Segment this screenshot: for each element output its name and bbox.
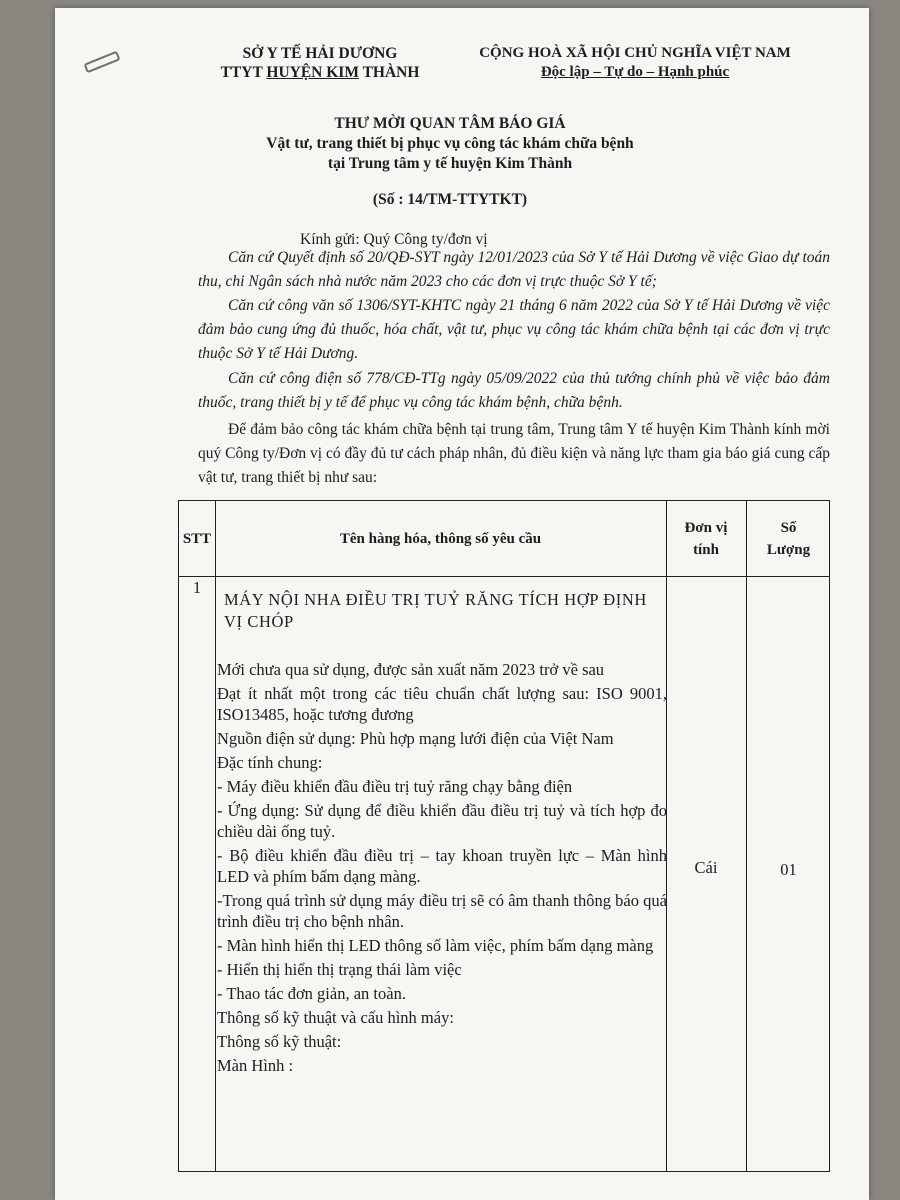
document-title: [120, 114, 780, 174]
org-line-2: TTYT HUYỆN KIM THÀNH: [220, 64, 420, 81]
spec-line: - Thao tác đơn giản, an toàn.: [217, 984, 406, 1003]
national-motto: Độc lập – Tự do – Hạnh phúc: [540, 64, 730, 80]
greeting: Kính gửi: Quý Công ty/đơn vị: [300, 231, 488, 248]
org-line-1: SỞ Y TẾ HẢI DƯƠNG: [242, 45, 398, 62]
spec-line: - Màn hình hiển thị LED thông số làm việc, phím bấm dạng màng: [217, 936, 654, 955]
spec-line: - Hiển thị hiển thị trạng thái làm việc: [217, 960, 462, 979]
item-title: MÁY NỘI NHA ĐIỀU TRỊ TUỶ RĂNG TÍCH HỢP ĐỊNH VỊ CHÓP: [224, 590, 647, 631]
spec-line: Màn Hình :: [217, 1056, 294, 1075]
issuing-organization: [205, 44, 435, 82]
spec-line: -Trong quá trình sử dụng máy điều trị sẽ có âm thanh thông báo quá trình điều trị cho bệnh nhân.: [217, 891, 667, 931]
paragraph-invitation: Để đảm bảo công tác khám chữa bệnh tại trung tâm, Trung tâm Y tế huyện Kim Thành kính mời quý Công ty/Đơn vị có đầy đủ tư cách pháp nhân, đủ điều kiện và năng lực tham gia báo giá cung cấp vật tư, trang thiết bị như sau:: [198, 421, 830, 486]
spec-line: - Ứng dụng: Sử dụng để điều khiển đầu điều trị tuỷ và tích hợp đo chiều dài ống tuỷ.: [217, 801, 667, 841]
spec-line: Đặc tính chung:: [217, 753, 323, 772]
national-header: [450, 44, 820, 82]
items-table: [178, 500, 830, 1172]
paragraph-legal-basis-3: Căn cứ công điện số 778/CĐ-TTg ngày 05/09/2022 của thủ tướng chính phủ về việc bảo đảm thuốc, trang thiết bị y tế để phục vụ công tác khám bệnh, chữa bệnh.: [198, 370, 830, 411]
title-line-3: tại Trung tâm y tế huyện Kim Thành: [327, 155, 573, 172]
document-number: (Số : 14/TM-TTYTKT): [372, 191, 528, 208]
spec-line: - Máy điều khiển đầu điều trị tuỷ răng chạy bằng điện: [217, 777, 573, 796]
item-specification-list: [217, 659, 667, 1079]
paragraph-legal-basis-2: Căn cứ công văn số 1306/SYT-KHTC ngày 21 tháng 6 năm 2022 của Sở Y tế Hải Dương về việc đảm bảo cung ứng đủ thuốc, hóa chất, vật tư, phục vụ công tác khám chữa bệnh tại các đơn vị trực thuộc Sở Y tế Hải Dương.: [198, 297, 830, 362]
header-divider: [179, 576, 829, 577]
spec-line: Mới chưa qua sử dụng, được sản xuất năm 2023 trở về sau: [217, 660, 605, 679]
title-line-2: Vật tư, trang thiết bị phục vụ công tác khám chữa bệnh: [266, 135, 634, 152]
paragraph-legal-basis-1: Căn cứ Quyết định số 20/QĐ-SYT ngày 12/01/2023 của Sở Y tế Hải Dương về việc Giao dự toán thu, chi Ngân sách nhà nước năm 2023 cho các đơn vị trực thuộc Sở Y tế;: [198, 249, 830, 290]
header-item-name: Tên hàng hóa, thông số yêu cầu: [339, 531, 542, 547]
header-unit: Đơn vị tính: [684, 520, 728, 558]
spec-line: Thông số kỹ thuật:: [217, 1032, 342, 1051]
row-quantity: 01: [780, 860, 797, 879]
row-stt: 1: [192, 578, 202, 597]
spec-line: Nguồn điện sử dụng: Phù hợp mạng lưới điện của Việt Nam: [217, 729, 614, 748]
row-unit: Cái: [694, 858, 718, 877]
header-stt: STT: [182, 531, 212, 547]
header-quantity: Số Lượng: [766, 520, 811, 558]
column-divider: [746, 501, 747, 1171]
country-name: CỘNG HOÀ XÃ HỘI CHỦ NGHĨA VIỆT NAM: [479, 45, 791, 61]
column-divider: [215, 501, 216, 1171]
spec-line: - Bộ điều khiển đầu điều trị – tay khoan truyền lực – Màn hình LED và phím bấm dạng màng.: [217, 846, 667, 886]
spec-line: Đạt ít nhất một trong các tiêu chuẩn chất lượng sau: ISO 9001, ISO13485, hoặc tương đương: [217, 684, 667, 724]
spec-line: Thông số kỹ thuật và cấu hình máy:: [217, 1008, 454, 1027]
title-line-1: THƯ MỜI QUAN TÂM BÁO GIÁ: [334, 115, 566, 132]
